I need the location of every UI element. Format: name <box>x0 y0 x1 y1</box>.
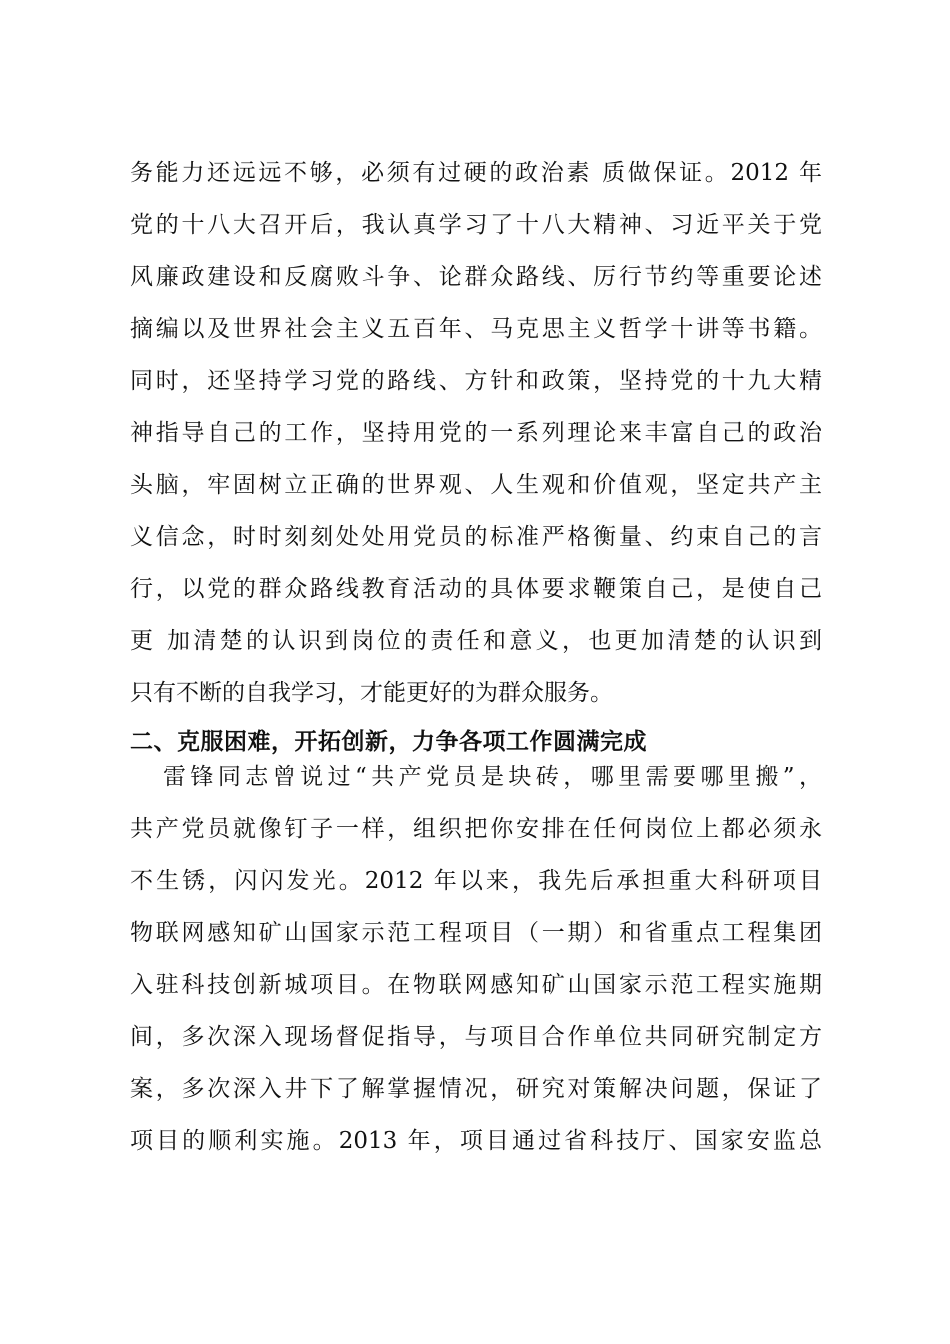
text-line: 党的十八大召开后，我认真学习了十八大精神、习近平关于党 <box>130 212 822 238</box>
text-line: 物联网感知矿山国家示范工程项目（一期）和省重点工程集团 <box>130 920 822 946</box>
text-line: 不生锈，闪闪发光。2012 年以来，我先后承担重大科研项目 <box>130 868 822 894</box>
text-line: 务能力还远远不够，必须有过硬的政治素 质做保证。2012 年 <box>130 160 822 186</box>
text-line: 摘编以及世界社会主义五百年、马克思主义哲学十讲等书籍。 <box>130 316 822 342</box>
text-line: 义信念，时时刻刻处处用党员的标准严格衡量、约束自己的言 <box>130 524 822 550</box>
text-line: 入驻科技创新城项目。在物联网感知矿山国家示范工程实施期 <box>130 972 822 998</box>
text-line: 神指导自己的工作，坚持用党的一系列理论来丰富自己的政治 <box>130 420 822 446</box>
section-heading: 二、克服困难，开拓创新，力争各项工作圆满完成 <box>130 729 647 755</box>
text-line: 更 加清楚的认识到岗位的责任和意义，也更加清楚的认识到 <box>130 628 822 654</box>
text-line: 头脑，牢固树立正确的世界观、人生观和价值观，坚定共产主 <box>130 472 822 498</box>
text-line: 行，以党的群众路线教育活动的具体要求鞭策自己，是使自己 <box>130 576 822 602</box>
text-line: 风廉政建设和反腐败斗争、论群众路线、厉行节约等重要论述 <box>130 264 822 290</box>
text-line: 雷锋同志曾说过“共产党员是块砖，哪里需要哪里搬”， <box>163 764 822 790</box>
text-line: 项目的顺利实施。2013 年，项目通过省科技厅、国家安监总 <box>130 1128 822 1154</box>
text-line: 间，多次深入现场督促指导，与项目合作单位共同研究制定方 <box>130 1024 822 1050</box>
text-line: 只有不断的自我学习，才能更好的为群众服务。 <box>130 680 613 706</box>
text-line: 共产党员就像钉子一样，组织把你安排在任何岗位上都必须永 <box>130 816 822 842</box>
text-line: 案，多次深入井下了解掌握情况，研究对策解决问题，保证了 <box>130 1076 822 1102</box>
text-line: 同时，还坚持学习党的路线、方针和政策，坚持党的十九大精 <box>130 368 822 394</box>
